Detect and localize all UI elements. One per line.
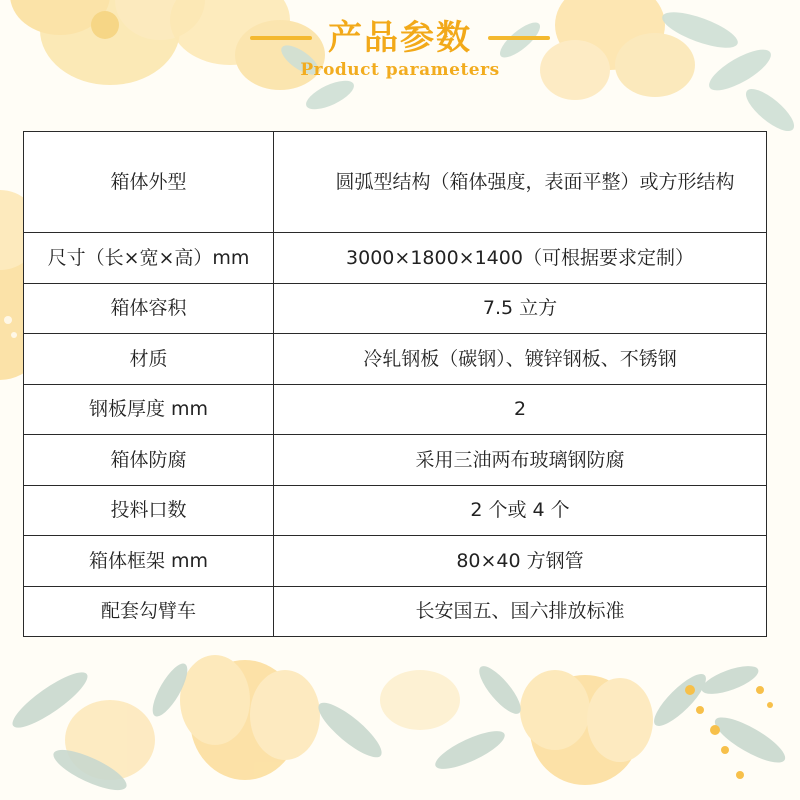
param-label: 钢板厚度 mm: [24, 384, 274, 435]
table-row: [24, 384, 767, 435]
param-value: 采用三油两布玻璃钢防腐: [274, 435, 767, 486]
param-value: 7.5 立方: [274, 283, 767, 334]
table-row: [24, 334, 767, 385]
title-row: [0, 14, 800, 62]
table-row: [24, 485, 767, 536]
param-label: 箱体容积: [24, 283, 274, 334]
param-label: 箱体外型: [24, 132, 274, 233]
param-label: 箱体防腐: [24, 435, 274, 486]
title-line-left: [250, 36, 312, 40]
table-row: [24, 536, 767, 587]
table-row: [24, 586, 767, 637]
param-label: 配套勾臂车: [24, 586, 274, 637]
table-row: [24, 132, 767, 233]
param-value: 圆弧型结构（箱体强度，表面平整）或方形结构: [274, 132, 767, 233]
param-value: 长安国五、国六排放标准: [274, 586, 767, 637]
page-title: 产品参数: [328, 18, 472, 58]
header: [0, 14, 800, 80]
param-label: 箱体框架 mm: [24, 536, 274, 587]
param-value: 2 个或 4 个: [274, 485, 767, 536]
param-label: 尺寸（长×宽×高）mm: [24, 233, 274, 284]
param-value: 冷轧钢板（碳钢）、镀锌钢板、不锈钢: [274, 334, 767, 385]
param-value: 80×40 方钢管: [274, 536, 767, 587]
parameters-table: [23, 131, 767, 637]
parameters-table-wrapper: [23, 131, 767, 637]
param-value: 3000×1800×1400（可根据要求定制）: [274, 233, 767, 284]
param-value: 2: [274, 384, 767, 435]
flowers-bottom: [65, 655, 653, 785]
table-row: [24, 283, 767, 334]
param-label: 投料口数: [24, 485, 274, 536]
table-row: [24, 233, 767, 284]
page-subtitle: Product parameters: [300, 60, 500, 80]
table-row: [24, 435, 767, 486]
param-label: 材质: [24, 334, 274, 385]
title-line-right: [488, 36, 550, 40]
